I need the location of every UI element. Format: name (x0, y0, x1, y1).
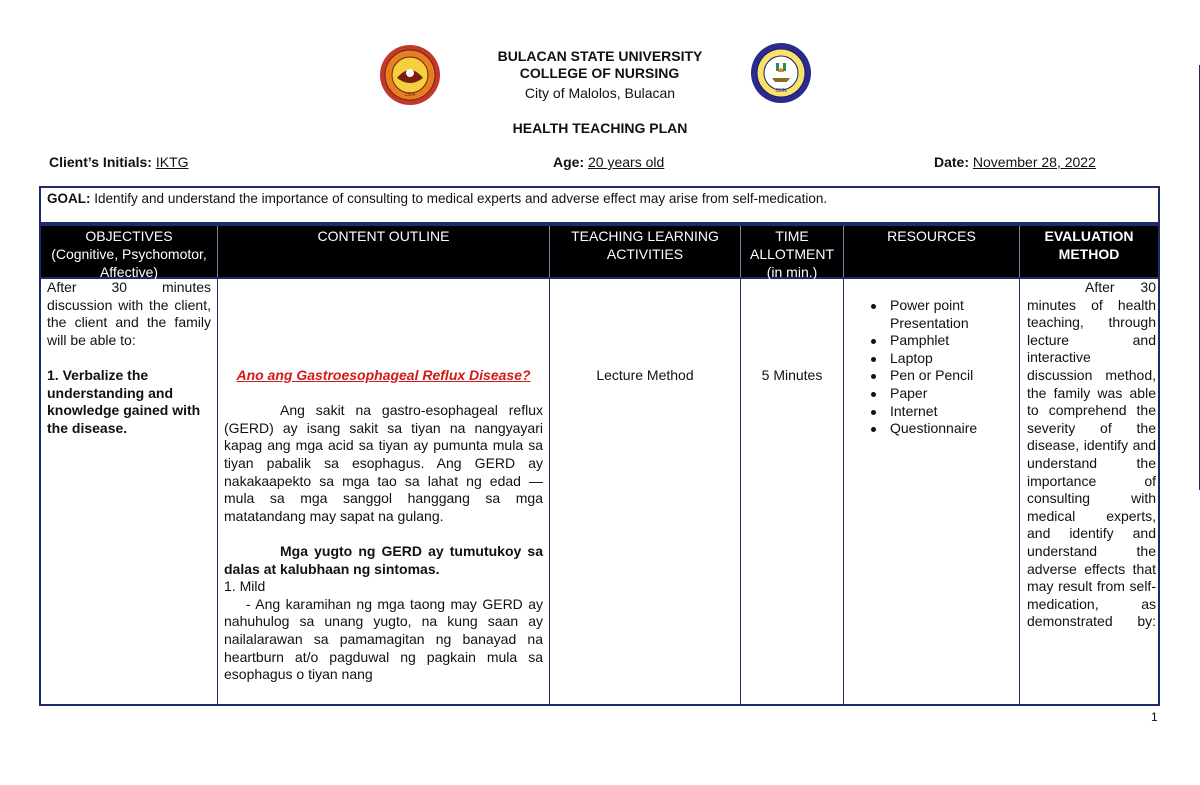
client-age: Age: 20 years old (553, 154, 665, 170)
list-item: Power point Presentation (844, 297, 1019, 332)
list-item: Pen or Pencil (844, 367, 1019, 385)
evaluation-cell (1020, 279, 1160, 704)
objective-intro: After 30 minutes discussion with the client, the client and the family will be able to: (47, 279, 211, 348)
column-header-time: TIME ALLOTMENT (in min.) (741, 226, 844, 277)
list-item: Pamphlet (844, 332, 1019, 350)
table-header (39, 224, 1160, 279)
content-outline-cell (218, 279, 550, 704)
list-item: Paper (844, 385, 1019, 403)
activity-text: Lecture Method (596, 367, 694, 383)
content-subheading: Mga yugto ng GERD ay tumutukoy sa dalas at kalubhaan ng sintomas. (224, 542, 543, 577)
content-paragraph: Ang sakit na gastro-esophageal reflux (GERD) ay isang sakit sa tiyan na nangyayari kapag ang mga acid sa tiyan ay pumunta mula sa tiyan pabalik sa esophagus. Ang GERD ay nakakaapekto sa mga tao sa lahat ng edad — mula sa mga sanggol hanggang sa mga matatandang may sapat na gulang. (224, 402, 543, 524)
svg-text:1904: 1904 (404, 92, 416, 98)
university-name: BULACAN STATE UNIVERSITY (497, 48, 703, 64)
column-header-evaluation: EVALUATION METHOD (1044, 228, 1134, 262)
column-header-activities: TEACHING LEARNING ACTIVITIES (550, 226, 741, 277)
time-text: 5 Minutes (761, 367, 823, 383)
college-name: COLLEGE OF NURSING (0, 65, 1200, 490)
list-item: Laptop (844, 350, 1019, 368)
objective-main: 1. Verbalize the understanding and knowledge gained with the disease. (47, 366, 201, 436)
svg-text:CON: CON (775, 88, 787, 94)
goal-text: Identify and understand the importance of consulting to medical experts and adverse effect may arise from self-medication. (94, 191, 828, 206)
resources-cell (844, 279, 1020, 704)
resources-list (844, 297, 1019, 438)
goal-row (39, 186, 1160, 224)
document-title: HEALTH TEACHING PLAN (512, 120, 688, 136)
content-title: Ano ang Gastroesophageal Reflux Disease? (236, 367, 531, 383)
evaluation-text: After 30 minutes of health teaching, through lecture and interactive discussion method, the family was able to comprehend the severity of the disease, identify and understand the importance of consulting with medical experts, and identify and understand the adverse effects that may result from self-medication, as demonstrated by: (1027, 279, 1156, 630)
goal-label: GOAL: (47, 191, 91, 206)
list-item: Internet (844, 403, 1019, 421)
column-header-resources: RESOURCES (844, 226, 1020, 277)
plan-date: Date: November 28, 2022 (934, 154, 1096, 170)
city-address: City of Malolos, Bulacan (524, 85, 676, 101)
content-stage-text: - Ang karamihan ng mga taong may GERD ay nahuhulog sa unang yugto, na kung saan ay nailalarawan sa pamamagitan ng banayad na heartburn at/o pagduwal ng pagkain mula sa esophagus o tiyan nang (224, 595, 543, 683)
objectives-cell (41, 279, 218, 704)
table-row (39, 279, 1160, 706)
activities-cell (550, 279, 741, 704)
client-initials: Client’s Initials: IKTG (49, 154, 189, 170)
content-stage: 1. Mild (224, 578, 266, 595)
time-cell (741, 279, 844, 704)
column-header-objectives: OBJECTIVES (Cognitive, Psychomotor, Affective) (41, 226, 218, 277)
column-header-content: CONTENT OUTLINE (218, 226, 550, 277)
page-number: 1 (1151, 710, 1158, 724)
list-item: Questionnaire (844, 420, 1019, 438)
